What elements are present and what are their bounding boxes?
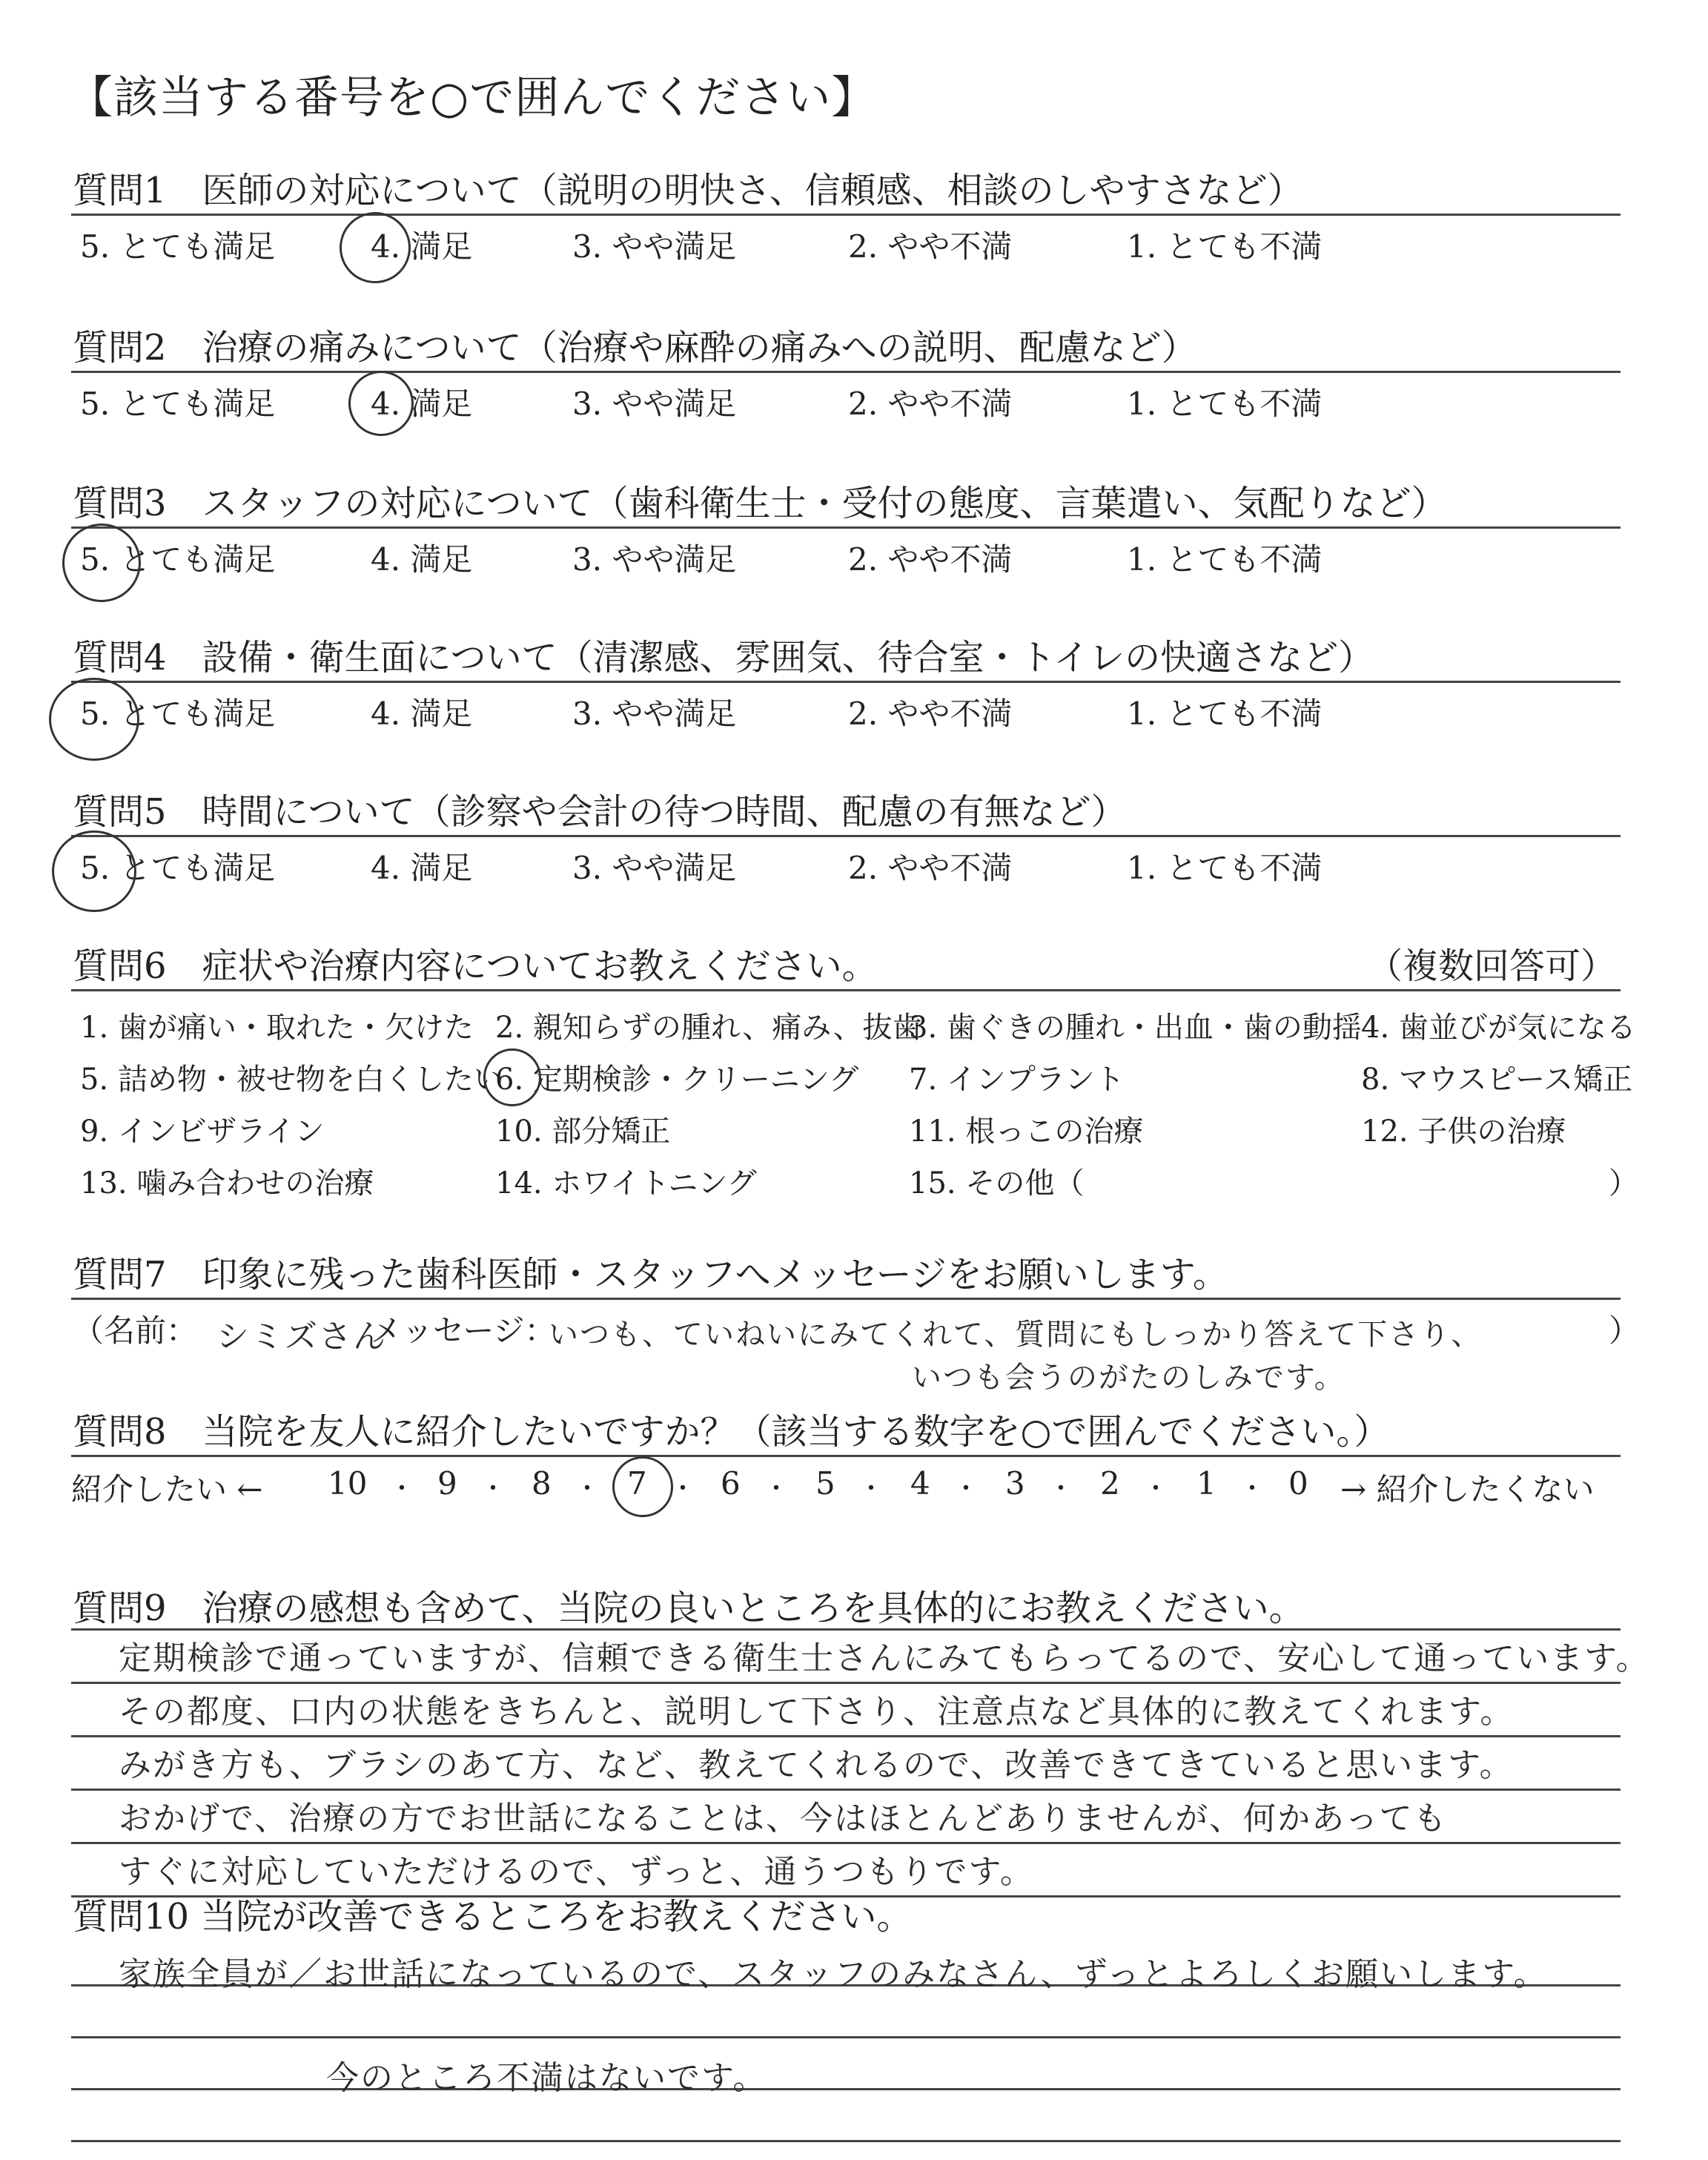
question-1-title: 質問1 医師の対応について（説明の明快さ、信頼感、相談のしやすさなど） xyxy=(73,170,1303,211)
q4-option-3[interactable]: 3. やや満足 xyxy=(572,696,737,732)
q8-separator: ・ xyxy=(1239,1474,1265,1504)
q9-answer-text-1[interactable]: 定期検診で通っていますが、信頼できる衛生士さんにみてもらってるので、安心して通っています。 xyxy=(119,1639,1650,1677)
q8-separator: ・ xyxy=(1143,1474,1168,1504)
q8-separator: ・ xyxy=(389,1474,414,1504)
q10-answer-line-3 xyxy=(71,2088,1621,2090)
q9-answer-line-3 xyxy=(71,1735,1621,1737)
q1-option-5[interactable]: 5. とても満足 xyxy=(80,228,276,265)
q1-option-4[interactable]: 4. 満足 xyxy=(371,228,473,265)
question-6-rule xyxy=(71,989,1621,991)
q6-option-8[interactable]: 8. マウスピース矯正 xyxy=(1361,1063,1633,1097)
q9-answer-line-4 xyxy=(71,1789,1621,1791)
question-4-title: 質問4 設備・衛生面について（清潔感、雰囲気、待合室・トイレの快適さなど） xyxy=(73,637,1374,678)
q2-option-3[interactable]: 3. やや満足 xyxy=(572,386,737,422)
q8-separator: ・ xyxy=(670,1474,695,1504)
q5-option-3[interactable]: 3. やや満足 xyxy=(572,850,737,886)
q3-selection-circle xyxy=(62,524,141,602)
q4-option-4[interactable]: 4. 満足 xyxy=(371,696,473,732)
q7-name-label: （名前： xyxy=(73,1312,198,1349)
q9-answer-text-5[interactable]: すぐに対応していただけるので、ずっと、通うつもりです。 xyxy=(119,1853,1034,1891)
question-3-title: 質問3 スタッフの対応について（歯科衛生士・受付の態度、言葉遣い、気配りなど） xyxy=(73,483,1447,524)
q5-option-5[interactable]: 5. とても満足 xyxy=(80,850,276,886)
q3-option-2[interactable]: 2. やや不満 xyxy=(848,541,1013,578)
q3-option-4[interactable]: 4. 満足 xyxy=(371,541,473,578)
q6-option-13[interactable]: 13. 噛み合わせの治療 xyxy=(80,1166,374,1200)
q8-left-label: 紹介したい ← xyxy=(71,1471,263,1507)
q8-scale-9[interactable]: 9 xyxy=(437,1465,457,1502)
question-1-rule xyxy=(71,214,1621,216)
q8-scale-4[interactable]: 4 xyxy=(910,1465,930,1502)
q8-scale-6[interactable]: 6 xyxy=(721,1465,741,1502)
q9-answer-line-1 xyxy=(71,1628,1621,1631)
q10-answer-text-3[interactable]: 今のところ不満はないです。 xyxy=(326,2059,767,2097)
q8-separator: ・ xyxy=(858,1474,884,1504)
q8-scale-10[interactable]: 10 xyxy=(328,1465,368,1502)
form-heading: 【該当する番号を○で囲んでください】 xyxy=(68,72,877,124)
q7-message-line-2[interactable]: いつも会うのがたのしみです。 xyxy=(912,1361,1345,1395)
q6-option-11[interactable]: 11. 根っこの治療 xyxy=(909,1114,1144,1149)
q9-answer-text-2[interactable]: その都度、口内の状態をきちんと、説明して下さり、注意点など具体的に教えてくれます。 xyxy=(119,1693,1515,1731)
q6-option-6[interactable]: 6. 定期検診・クリーニング xyxy=(495,1063,859,1097)
q7-close-paren: ） xyxy=(1609,1312,1641,1349)
question-3-rule xyxy=(71,526,1621,529)
q7-message-line-1[interactable]: いつも、ていねいにみてくれて、質問にもしっかり答えて下さり、 xyxy=(549,1318,1483,1352)
q9-answer-line-2 xyxy=(71,1682,1621,1684)
q2-option-5[interactable]: 5. とても満足 xyxy=(80,386,276,422)
q6-selection-circle xyxy=(483,1048,541,1106)
q8-scale-3[interactable]: 3 xyxy=(1005,1465,1025,1502)
q6-option-5[interactable]: 5. 詰め物・被せ物を白くしたい xyxy=(80,1063,503,1097)
q2-option-4[interactable]: 4. 満足 xyxy=(371,386,473,422)
q7-name-value[interactable]: シミズさん xyxy=(216,1318,387,1355)
q1-option-3[interactable]: 3. やや満足 xyxy=(572,228,737,265)
q1-selection-circle xyxy=(340,212,411,283)
q9-answer-text-4[interactable]: おかげで、治療の方でお世話になることは、今はほとんどありませんが、何かあっても xyxy=(119,1800,1448,1837)
question-8-rule xyxy=(71,1455,1621,1457)
q4-option-5[interactable]: 5. とても満足 xyxy=(80,696,276,732)
q10-answer-line-4 xyxy=(71,2140,1621,2142)
question-7-rule xyxy=(71,1298,1621,1300)
q8-right-label: → 紹介したくない xyxy=(1340,1471,1595,1507)
question-8-title: 質問8 当院を友人に紹介したいですか？（該当する数字を○で囲んでください。） xyxy=(73,1411,1390,1453)
q5-option-2[interactable]: 2. やや不満 xyxy=(848,850,1013,886)
q2-option-1[interactable]: 1. とても不満 xyxy=(1127,386,1323,422)
q8-scale-1[interactable]: 1 xyxy=(1196,1465,1217,1502)
q8-scale-8[interactable]: 8 xyxy=(532,1465,552,1502)
q6-option-12[interactable]: 12. 子供の治療 xyxy=(1361,1114,1566,1149)
q5-selection-circle xyxy=(52,830,136,912)
q4-option-1[interactable]: 1. とても不満 xyxy=(1127,696,1323,732)
question-9-title: 質問9 治療の感想も含めて、当院の良いところを具体的にお教えください。 xyxy=(73,1588,1305,1629)
question-10-title: 質問10 当院が改善できるところをお教えください。 xyxy=(73,1896,913,1938)
question-6-title: 質問6 症状や治療内容についてお教えください。 xyxy=(73,945,878,987)
q9-answer-line-5 xyxy=(71,1842,1621,1844)
question-7-title: 質問7 印象に残った歯科医師・スタッフへメッセージをお願いします。 xyxy=(73,1254,1228,1295)
q6-option-9[interactable]: 9. インビザライン xyxy=(80,1114,325,1149)
question-4-rule xyxy=(71,681,1621,683)
q6-option-10[interactable]: 10. 部分矯正 xyxy=(495,1114,671,1149)
question-5-title: 質問5 時間について（診察や会計の待つ時間、配慮の有無など） xyxy=(73,791,1127,833)
q8-scale-5[interactable]: 5 xyxy=(815,1465,835,1502)
q5-option-4[interactable]: 4. 満足 xyxy=(371,850,473,886)
q6-option-15-close: ） xyxy=(1609,1166,1638,1200)
q8-separator: ・ xyxy=(764,1474,789,1504)
q1-option-2[interactable]: 2. やや不満 xyxy=(848,228,1013,265)
q5-option-1[interactable]: 1. とても不満 xyxy=(1127,850,1323,886)
question-2-title: 質問2 治療の痛みについて（治療や麻酔の痛みへの説明、配慮など） xyxy=(73,327,1197,369)
question-6-note: （複数回答可） xyxy=(1367,945,1617,987)
q3-option-1[interactable]: 1. とても不満 xyxy=(1127,541,1323,578)
q6-option-4[interactable]: 4. 歯並びが気になる xyxy=(1361,1011,1636,1045)
q6-option-1[interactable]: 1. 歯が痛い・取れた・欠けた xyxy=(80,1011,474,1045)
q2-option-2[interactable]: 2. やや不満 xyxy=(848,386,1013,422)
q10-answer-text-1[interactable]: 家族全員が／お世話になっているので、スタッフのみなさん、ずっとよろしくお願いします。 xyxy=(119,1955,1548,1993)
question-2-rule xyxy=(71,371,1621,373)
q7-message-label: メッセージ： xyxy=(371,1312,556,1349)
q4-option-2[interactable]: 2. やや不満 xyxy=(848,696,1013,732)
q1-option-1[interactable]: 1. とても不満 xyxy=(1127,228,1323,265)
q8-separator: ・ xyxy=(953,1474,979,1504)
q8-scale-2[interactable]: 2 xyxy=(1100,1465,1120,1502)
q3-option-5[interactable]: 5. とても満足 xyxy=(80,541,276,578)
q8-separator: ・ xyxy=(1048,1474,1073,1504)
q3-option-3[interactable]: 3. やや満足 xyxy=(572,541,737,578)
q6-option-2[interactable]: 2. 親知らずの腫れ、痛み、抜歯 xyxy=(495,1011,922,1045)
q10-answer-line-2 xyxy=(71,2036,1621,2038)
q6-option-14[interactable]: 14. ホワイトニング xyxy=(495,1166,757,1200)
q6-option-7[interactable]: 7. インプラント xyxy=(909,1063,1125,1097)
q4-selection-circle xyxy=(49,678,139,761)
q8-selection-circle xyxy=(612,1456,673,1517)
q8-separator: ・ xyxy=(575,1474,600,1504)
q8-scale-0[interactable]: 0 xyxy=(1288,1465,1308,1502)
question-5-rule xyxy=(71,835,1621,837)
q6-option-3[interactable]: 3. 歯ぐきの腫れ・出血・歯の動揺 xyxy=(909,1011,1362,1045)
q2-selection-circle xyxy=(348,371,414,436)
q6-option-15[interactable]: 15. その他（ xyxy=(909,1166,1085,1200)
q8-separator: ・ xyxy=(480,1474,506,1504)
q9-answer-text-3[interactable]: みがき方も、ブラシのあて方、など、教えてくれるので、改善できてきていると思います。 xyxy=(119,1746,1514,1784)
q8-scale-7[interactable]: 7 xyxy=(627,1465,647,1502)
